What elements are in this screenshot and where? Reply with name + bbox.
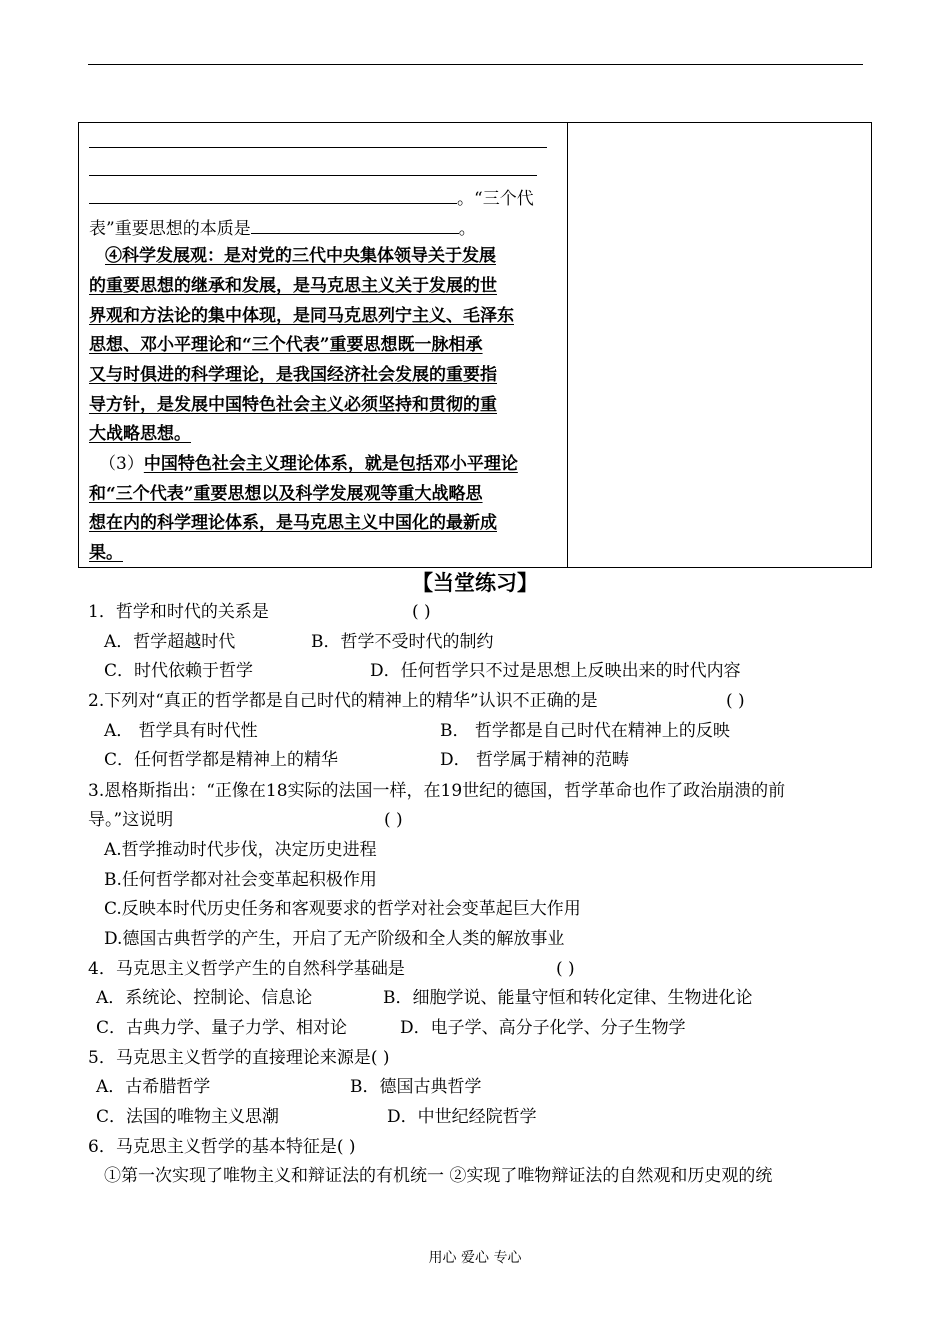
q4-option-a: A．系统论、控制论、信息论 [96, 988, 313, 1008]
q4-option-c: C．古典力学、量子力学、相对论 [96, 1018, 348, 1038]
question-3-paren: ( ) [384, 810, 403, 830]
q6-statements: ①第一次实现了唯物主义和辩证法的有机统一 ②实现了唯物辩证法的自然观和历史观的统 [104, 1166, 773, 1186]
q2-option-c: C．任何哲学都是精神上的精华 [104, 750, 339, 770]
q1-option-d: D．任何哲学只不过是思想上反映出来的时代内容 [370, 661, 741, 681]
q2-option-b: B． 哲学都是自己时代在精神上的反映 [440, 721, 730, 741]
sd-line-1: ④科学发展观：是对党的三代中央集体领导关于发展 [105, 246, 496, 266]
sd-line-6: 导方针，是发展中国特色社会主义必须坚持和贯彻的重 [89, 395, 497, 415]
theory-prefix: （3） [99, 454, 144, 474]
question-3-text-cont: 导。”这说明 [88, 810, 174, 830]
blank-line-3 [89, 187, 534, 209]
line3-end-text: 。“三个代 [457, 189, 534, 209]
blank-line-1 [89, 147, 547, 148]
q4-option-b: B．细胞学说、能量守恒和转化定律、生物进化论 [383, 988, 753, 1008]
essence-label: 表”重要思想的本质是 [89, 219, 251, 239]
question-3-text: 3.恩格斯指出：“正像在18实际的法国一样，在19世纪的德国，哲学革命也作了政治崩溃的前 [88, 781, 786, 801]
question-4-paren: ( ) [556, 959, 575, 979]
essence-line [89, 217, 476, 239]
question-2-text: 2.下列对“真正的哲学都是自己时代的精神上的精华”认识不正确的是 [88, 691, 598, 711]
answer-table [78, 122, 872, 568]
q2-option-d: D． 哲学属于精神的范畴 [440, 750, 630, 770]
section-title: 【当堂练习】 [412, 570, 538, 595]
q5-option-b: B．德国古典哲学 [350, 1077, 482, 1097]
q1-option-b: B．哲学不受时代的制约 [311, 632, 494, 652]
blank-field [89, 187, 457, 204]
q1-option-c: C．时代依赖于哲学 [104, 661, 254, 681]
q3-option-b: B.任何哲学都对社会变革起积极作用 [104, 870, 377, 890]
q4-option-d: D．电子学、高分子化学、分子生物学 [400, 1018, 686, 1038]
question-1 [88, 602, 269, 622]
question-1-paren: ( ) [412, 602, 431, 622]
page-footer: 用心 爱心 专心 [428, 1250, 522, 1266]
theory-line-3: 想在内的科学理论体系，是马克思主义中国化的最新成 [89, 513, 497, 533]
header-rule [88, 64, 863, 65]
theory-text-1: 中国特色社会主义理论体系，就是包括邓小平理论 [143, 454, 518, 474]
essence-blank [251, 217, 459, 234]
theory-line-2: 和“三个代表”重要思想以及科学发展观等重大战略思 [89, 484, 483, 504]
q5-option-c: C．法国的唯物主义思潮 [96, 1107, 280, 1127]
blank-line-2 [89, 175, 537, 176]
q5-option-d: D．中世纪经院哲学 [387, 1107, 537, 1127]
theory-line-4: 果。 [89, 543, 123, 563]
q5-option-a: A．古希腊哲学 [96, 1077, 211, 1097]
q2-option-a: A． 哲学具有时代性 [104, 721, 258, 741]
q3-option-d: D.德国古典哲学的产生，开启了无产阶级和全人类的解放事业 [104, 929, 565, 949]
sd-line-5: 又与时俱进的科学理论，是我国经济社会发展的重要指 [89, 365, 497, 385]
q3-option-a: A.哲学推动时代步伐，决定历史进程 [104, 840, 377, 860]
q3-option-c: C.反映本时代历史任务和客观要求的哲学对社会变革起巨大作用 [104, 899, 581, 919]
question-2-paren: ( ) [726, 691, 745, 711]
essence-end: 。 [458, 219, 476, 239]
question-5-text: 5．马克思主义哲学的直接理论来源是( ) [88, 1048, 390, 1068]
table-column-divider [567, 123, 568, 567]
sd-line-3: 界观和方法论的集中体现，是同马克思列宁主义、毛泽东 [89, 306, 514, 326]
question-1-text: 1．哲学和时代的关系是 [88, 602, 269, 622]
question-4-text: 4．马克思主义哲学产生的自然科学基础是 [88, 959, 405, 979]
q1-option-a: A．哲学超越时代 [104, 632, 236, 652]
sd-line-7: 大战略思想。 [89, 424, 191, 444]
sd-line-2: 的重要思想的继承和发展，是马克思主义关于发展的世 [89, 276, 497, 296]
sd-line-4: 思想、邓小平理论和“三个代表”重要思想既一脉相承 [89, 335, 483, 355]
question-6-text: 6．马克思主义哲学的基本特征是( ) [88, 1137, 356, 1157]
theory-line-1 [99, 454, 518, 474]
